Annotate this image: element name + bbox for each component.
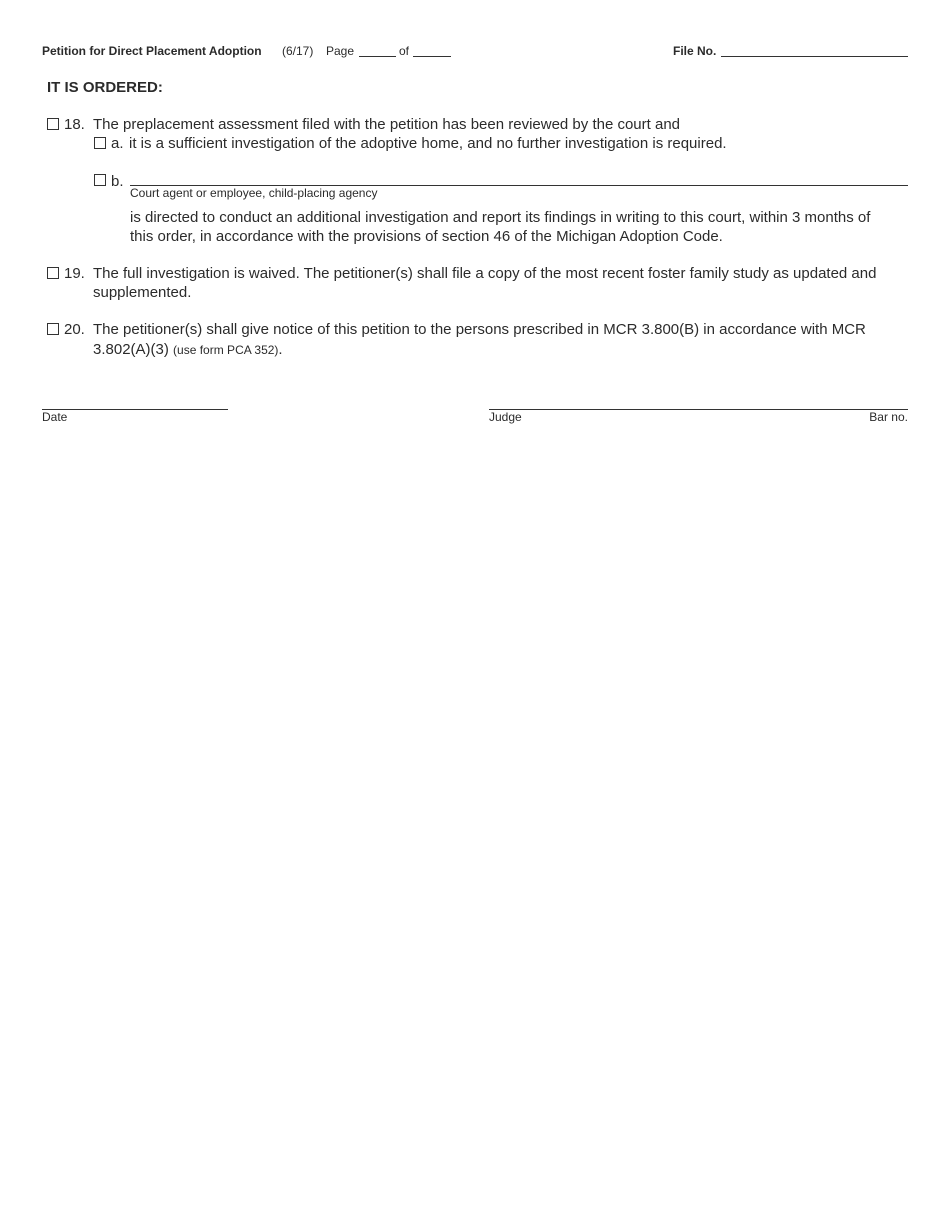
file-no-label: File No. xyxy=(673,44,717,58)
item-19-checkbox[interactable] xyxy=(47,267,59,279)
page-total-field[interactable] xyxy=(413,56,451,57)
item-18a-label: a. xyxy=(111,135,124,152)
item-19-number: 19. xyxy=(64,265,85,282)
page-label: Page xyxy=(326,44,355,58)
form-title: Petition for Direct Placement Adoption xyxy=(42,44,262,58)
item-20-text-line1: The petitioner(s) shall give notice of this petition to the persons prescribed in MCR 3.800(B) in accordance with MCR xyxy=(93,321,866,338)
item-18a-checkbox[interactable] xyxy=(94,137,106,149)
item-20-text-main: 3.802(A)(3) xyxy=(93,341,169,358)
section-title: IT IS ORDERED: xyxy=(47,79,163,96)
item-19-text-line1: The full investigation is waived. The petitioner(s) shall file a copy of the most recent foster family study as updated and xyxy=(93,265,877,282)
item-20-checkbox[interactable] xyxy=(47,323,59,335)
page-number-field[interactable] xyxy=(359,56,396,57)
item-18b-checkbox[interactable] xyxy=(94,174,106,186)
item-18b-text-line1: is directed to conduct an additional investigation and report its findings in writing to this court, within 3 months of xyxy=(130,209,871,226)
judge-signature-field[interactable] xyxy=(489,409,908,410)
judge-label: Judge xyxy=(489,410,522,424)
item-18b-text-line2: this order, in accordance with the provisions of section 46 of the Michigan Adoption Code. xyxy=(130,228,723,245)
of-label: of xyxy=(399,44,410,58)
item-18-checkbox[interactable] xyxy=(47,118,59,130)
item-20-form-ref: (use form PCA 352) xyxy=(173,343,279,357)
item-20-period: . xyxy=(278,341,283,358)
agency-field-caption: Court agent or employee, child-placing agency xyxy=(130,186,378,200)
item-20-text-line2 xyxy=(93,340,283,360)
form-version: (6/17) xyxy=(282,44,314,58)
item-20-number: 20. xyxy=(64,321,85,338)
item-19-text-line2: supplemented. xyxy=(93,284,192,301)
bar-no-label: Bar no. xyxy=(869,410,908,424)
file-no-field[interactable] xyxy=(721,56,908,57)
item-18b-label: b. xyxy=(111,173,124,190)
item-18-text: The preplacement assessment filed with the petition has been reviewed by the court and xyxy=(93,116,681,133)
date-field[interactable] xyxy=(42,409,228,410)
item-18-number: 18. xyxy=(64,116,85,133)
date-label: Date xyxy=(42,410,68,424)
item-18a-text: it is a sufficient investigation of the adoptive home, and no further investigation is required. xyxy=(129,135,727,152)
